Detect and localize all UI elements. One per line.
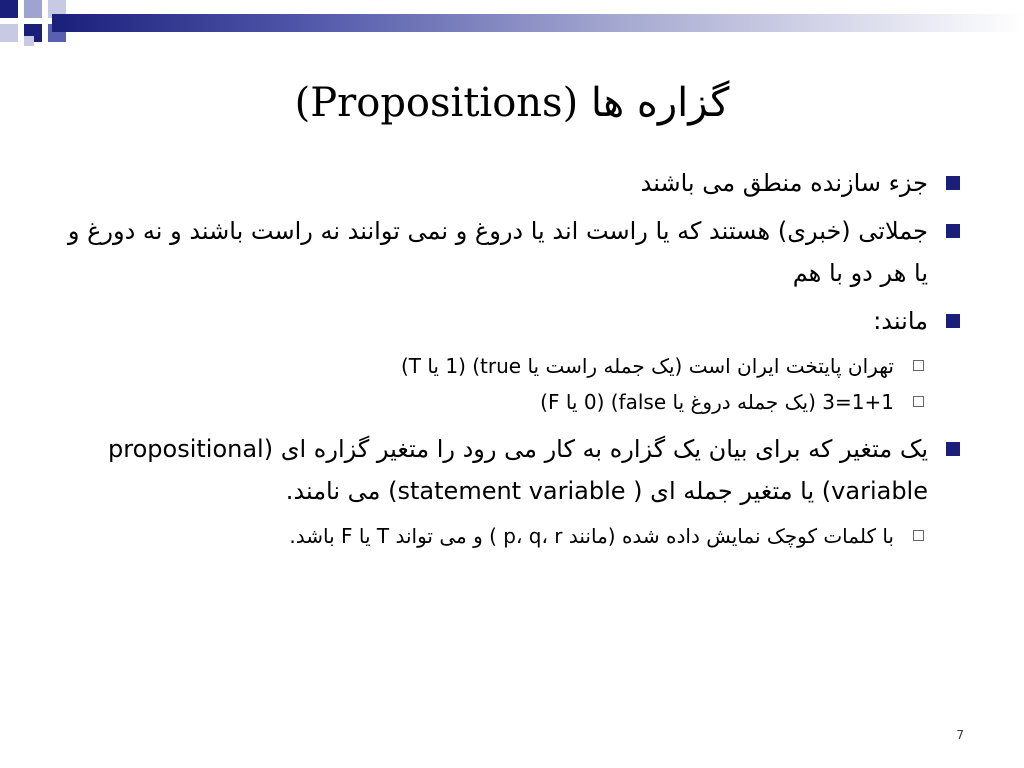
hollow-square-bullet-icon xyxy=(913,530,924,541)
bullet-item-3 xyxy=(64,300,960,342)
bullet-text-1: جزء سازنده منطق می باشند xyxy=(640,169,928,197)
square-bullet-icon xyxy=(946,314,960,328)
example-item-1 xyxy=(64,348,960,384)
example-text-1: تهران پایتخت ایران است (یک جمله راست یا true) (1 یا T) xyxy=(400,354,894,378)
sub-text-4: با کلمات کوچک نمایش داده شده (مانند p، q، r ) و می تواند T یا F باشد. xyxy=(289,524,894,548)
bullet-text-3: مانند: xyxy=(873,307,928,335)
square-bullet-icon xyxy=(946,442,960,456)
hollow-square-bullet-icon xyxy=(913,396,924,407)
slide-title xyxy=(0,78,1024,128)
title-latin: (Propositions) xyxy=(294,80,579,126)
square-bullet-icon xyxy=(946,176,960,190)
bullet-text-2: جملاتی (خبری) هستند که یا راست اند یا دروغ و نمی توانند نه راست باشند و نه دورغ و یا هر دو با هم xyxy=(67,217,928,287)
example-item-2 xyxy=(64,384,960,420)
example-text-2: 1+1=3 (یک جمله دروغ یا false) (0 یا F) xyxy=(540,390,894,414)
bullet-item-1 xyxy=(64,162,960,204)
page-number: 7 xyxy=(956,728,964,742)
title-persian: گزاره ها xyxy=(590,80,730,126)
bullet-item-4 xyxy=(64,428,960,512)
bullet-item-2 xyxy=(64,210,960,294)
square-bullet-icon xyxy=(946,224,960,238)
sub-item-4 xyxy=(64,518,960,554)
slide-content xyxy=(64,162,960,554)
hollow-square-bullet-icon xyxy=(913,360,924,371)
header-gradient-bar xyxy=(52,14,1024,32)
bullet-text-4: یک متغیر که برای بیان یک گزاره به کار می رود را متغیر گزاره ای (propositional variable) یا متغیر جمله ای ( statement variable) می نامند. xyxy=(108,435,928,505)
